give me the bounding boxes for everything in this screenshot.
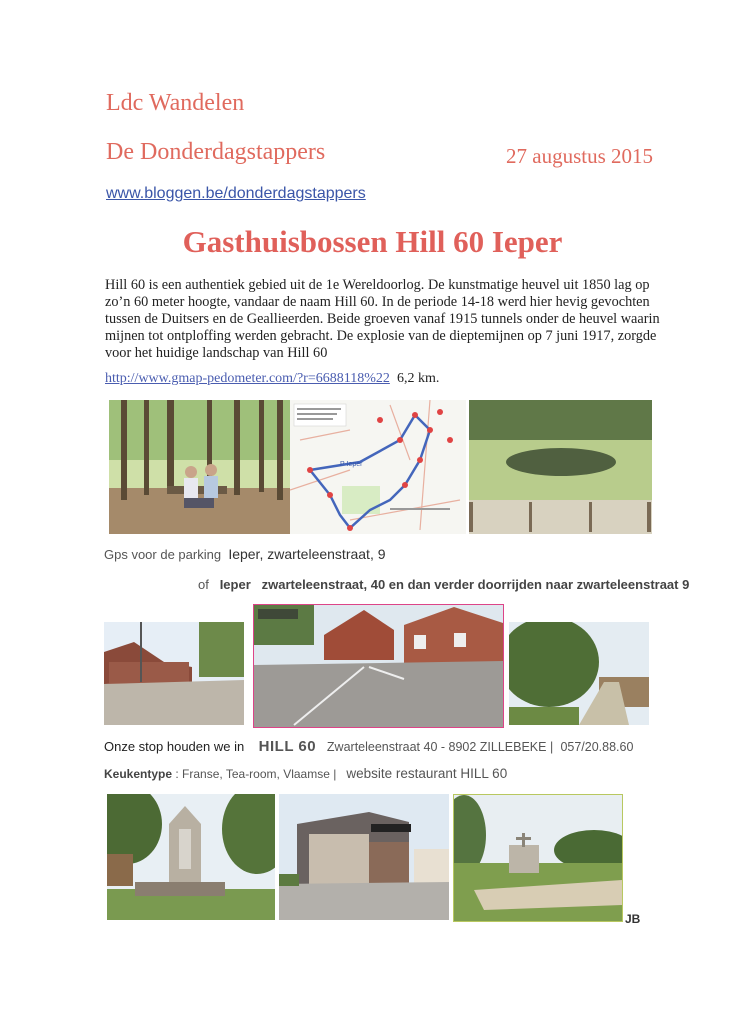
group-name: De Donderdagstappers: [106, 139, 326, 165]
route-map: [290, 400, 466, 534]
gps-city: Ieper: [219, 577, 251, 592]
gps-or: of: [198, 577, 209, 592]
stop-address: Zwarteleenstraat 40 - 8902 ZILLEBEKE |: [326, 740, 554, 754]
route-distance: 6,2 km.: [397, 371, 440, 386]
gps-prefix: Gps voor de parking: [104, 547, 222, 562]
stop-info: [104, 738, 633, 755]
stop-name: HILL 60: [258, 738, 317, 755]
author-initials: JB: [625, 912, 641, 926]
chapel-shrine-photo: [107, 794, 275, 920]
blog-link[interactable]: www.bloggen.be/donderdagstappers: [106, 185, 366, 202]
village-street-photo: [104, 622, 244, 725]
lane-hedge-photo: [509, 622, 649, 725]
walk-date: 27 augustus 2015: [506, 144, 653, 168]
intro-paragraph: Hill 60 is een authentiek gebied uit de 1e Wereldoorlog. De kunstmatige heuvel uit 1850 lag op zo’n 60 meter hoogte, vandaar de naam Hill 60. In de periode 14-18 werd hier hevig gevochten tussen de Duitsers en de Geallieerden. Beide groeven vanaf 1915 tunnels onder de heuvel waarin mijnen tot ontploffing werden gebracht. De explosie van de dieptemijnen op 7 juni 1917, zorgde voor het huidige landschap van Hill 60: [105, 277, 660, 361]
route-link[interactable]: http://www.gmap-pedometer.com/?r=6688118%22: [105, 371, 390, 386]
org-name: Ldc Wandelen: [106, 90, 245, 116]
map-parking-label: P Ieper: [340, 461, 363, 468]
crater-pond-photo: [469, 400, 652, 534]
gps-route: zwarteleenstraat, 40 en dan verder doorrijden naar zwarteleenstraat 9: [261, 577, 690, 592]
street-view-photo: [253, 604, 504, 728]
restaurant-website-link[interactable]: website restaurant HILL 60: [346, 766, 508, 781]
page-title: Gasthuisbossen Hill 60 Ieper: [182, 224, 563, 259]
kitchen-label: Keukentype: [104, 767, 173, 781]
restaurant-hill60-photo: [279, 794, 449, 920]
stop-prefix: Onze stop houden we in: [104, 739, 245, 754]
kitchen-info: [104, 766, 507, 781]
kitchen-types: : Franse, Tea-room, Vlaamse |: [175, 767, 337, 781]
stop-phone: 057/20.88.60: [560, 740, 634, 754]
gps-line-2: [198, 577, 689, 592]
memorial-field-photo: [453, 794, 623, 922]
gps-place: Ieper, zwarteleenstraat, 9: [228, 546, 386, 562]
gps-line-1: [104, 546, 386, 562]
forest-bench-photo: [109, 400, 290, 534]
